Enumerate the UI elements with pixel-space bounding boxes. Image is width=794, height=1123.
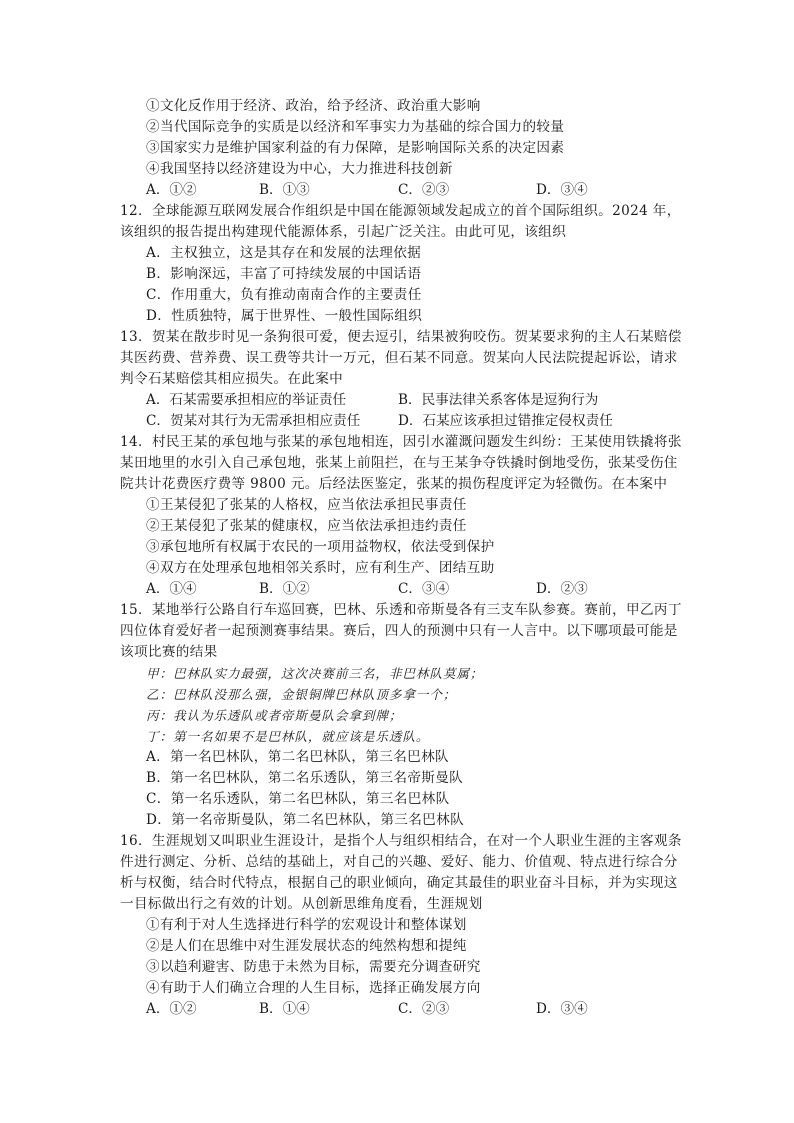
q12-stem-line-2: 该组织的报告提出构建现代能源体系，引起广泛关注。由此可见，该组织 bbox=[120, 224, 567, 240]
q14-options bbox=[146, 579, 706, 600]
q15-prediction-bing: 丙：我认为乐透队或者帝斯曼队会拿到牌； bbox=[146, 708, 403, 723]
q14-stem-line-1: 14．村民王某的承包地与张某的承包地相连，因引水灌溉问题发生纠纷：王某使用铁撬将张 bbox=[120, 434, 682, 450]
q11-item-2: ②当代国际竞争的实质是以经济和军事实力为基础的综合国力的较量 bbox=[146, 119, 565, 135]
q16-item-3: ③以趋利避害、防患于未然为目标，需要充分调查研究 bbox=[146, 959, 481, 975]
q14-option-b[interactable]: B．①② bbox=[259, 581, 310, 597]
q13-option-a[interactable]: A．石某需要承担相应的举证责任 bbox=[146, 392, 347, 408]
q13-options-row-2 bbox=[146, 411, 706, 432]
q11-item-4: ④我国坚持以经济建设为中心，大力推进科技创新 bbox=[146, 161, 453, 177]
q11-item-1: ①文化反作用于经济、政治，给予经济、政治重大影响 bbox=[146, 98, 481, 114]
q16-options bbox=[146, 999, 706, 1020]
q13-option-c[interactable]: C．贺某对其行为无需承担相应责任 bbox=[146, 413, 361, 429]
q11-option-b[interactable]: B．①③ bbox=[259, 182, 310, 198]
q15-option-a[interactable]: A．第一名巴林队，第二名巴林队，第三名巴林队 bbox=[146, 749, 449, 765]
q16-option-d[interactable]: D．③④ bbox=[536, 1001, 588, 1017]
q15-prediction-jia: 甲：巴林队实力最强，这次决赛前三名，非巴林队莫属； bbox=[146, 666, 484, 681]
q14-option-a[interactable]: A．①④ bbox=[146, 581, 197, 597]
q16-stem-line-1: 16．生涯规划又叫职业生涯设计，是指个人与组织相结合，在对一个人职业生涯的主客观条 bbox=[120, 833, 682, 849]
q13-option-d[interactable]: D．石某应该承担过错推定侵权责任 bbox=[398, 413, 613, 429]
q14-item-4: ④双方在处理承包地相邻关系时，应有利生产、团结互助 bbox=[146, 560, 495, 576]
q12-option-c[interactable]: C．作用重大，负有推动南南合作的主要责任 bbox=[146, 287, 422, 303]
q13-stem-line-3: 判令石某赔偿其相应损失。在此案中 bbox=[120, 371, 344, 387]
q12-option-a[interactable]: A．主权独立，这是其存在和发展的法理依据 bbox=[146, 245, 422, 261]
q15-stem-line-3: 该项比赛的结果 bbox=[120, 644, 218, 660]
q16-item-1: ①有利于对人生选择进行科学的宏观设计和整体谋划 bbox=[146, 917, 467, 933]
q15-stem-line-2: 四位体育爱好者一起预测赛事结果。赛后，四人的预测中只有一人言中。以下哪项最可能是 bbox=[120, 623, 678, 639]
q14-option-d[interactable]: D．②③ bbox=[536, 581, 588, 597]
q15-option-b[interactable]: B．第一名巴林队，第二名乐透队，第三名帝斯曼队 bbox=[146, 770, 464, 786]
q12-option-d[interactable]: D．性质独特，属于世界性、一般性国际组织 bbox=[146, 308, 423, 324]
q12-option-b[interactable]: B．影响深远，丰富了可持续发展的中国话语 bbox=[146, 266, 422, 282]
q12-stem-line-1: 12．全球能源互联网发展合作组织是中国在能源领域发起成立的首个国际组织。2024 年， bbox=[120, 203, 681, 219]
q11-item-3: ③国家实力是维护国家利益的有力保障，是影响国际关系的决定因素 bbox=[146, 140, 565, 156]
q16-stem-line-2: 件进行测定、分析、总结的基础上，对自己的兴趣、爱好、能力、价值观、特点进行综合分 bbox=[120, 854, 678, 870]
q14-item-3: ③承包地所有权属于农民的一项用益物权，依法受到保护 bbox=[146, 539, 495, 555]
q16-stem-line-4: 一目标做出行之有效的计划。从创新思维角度看，生涯规划 bbox=[120, 896, 483, 912]
q15-stem-line-1: 15．某地举行公路自行车巡回赛，巴林、乐透和帝斯曼各有三支车队参赛。赛前，甲乙丙丁 bbox=[120, 602, 682, 618]
q13-stem-line-2: 其医药费、营养费、误工费等共计一万元，但石某不同意。贺某向人民法院提起诉讼，请求 bbox=[120, 350, 678, 366]
q14-item-2: ②王某侵犯了张某的健康权，应当依法承担违约责任 bbox=[146, 518, 467, 534]
q13-option-b[interactable]: B．民事法律关系客体是逗狗行为 bbox=[398, 392, 599, 408]
q15-option-d[interactable]: D．第一名帝斯曼队，第二名巴林队，第三名巴林队 bbox=[146, 812, 465, 828]
q14-item-1: ①王某侵犯了张某的人格权，应当依法承担民事责任 bbox=[146, 497, 467, 513]
q16-option-a[interactable]: A．①② bbox=[146, 1001, 197, 1017]
q16-option-b[interactable]: B．①④ bbox=[259, 1001, 310, 1017]
q15-prediction-ding: 丁：第一名如果不是巴林队，就应该是乐透队。 bbox=[146, 729, 430, 744]
q13-stem-line-1: 13．贺某在散步时见一条狗很可爱，便去逗引，结果被狗咬伤。贺某要求狗的主人石某赔偿 bbox=[120, 329, 682, 345]
q11-option-a[interactable]: A．①② bbox=[146, 182, 197, 198]
q15-option-c[interactable]: C．第一名乐透队，第二名巴林队，第三名巴林队 bbox=[146, 791, 450, 807]
q15-prediction-yi: 乙：巴林队没那么强，金银铜牌巴林队顶多拿一个； bbox=[146, 687, 457, 702]
q16-item-2: ②是人们在思维中对生涯发展状态的纯然构想和提纯 bbox=[146, 938, 467, 954]
q13-options-row-1 bbox=[146, 390, 706, 411]
q14-stem-line-3: 院共计花费医疗费等 9800 元。后经法医鉴定，张某的损伤程度评定为轻微伤。在本案中 bbox=[120, 476, 668, 492]
q11-option-d[interactable]: D．③④ bbox=[536, 182, 588, 198]
q11-options bbox=[146, 180, 706, 201]
q16-option-c[interactable]: C．②③ bbox=[398, 1001, 450, 1017]
q16-stem-line-3: 析与权衡，结合时代特点，根据自己的职业倾向，确定其最佳的职业奋斗目标，并为实现这 bbox=[120, 875, 678, 891]
q14-option-c[interactable]: C．③④ bbox=[398, 581, 450, 597]
q16-item-4: ④有助于人们确立合理的人生目标，选择正确发展方向 bbox=[146, 980, 481, 996]
q11-option-c[interactable]: C．②③ bbox=[398, 182, 450, 198]
q14-stem-line-2: 某田地里的水引入自己承包地，张某上前阻拦，在与王某争夺铁撬时倒地受伤，张某受伤住 bbox=[120, 455, 678, 471]
